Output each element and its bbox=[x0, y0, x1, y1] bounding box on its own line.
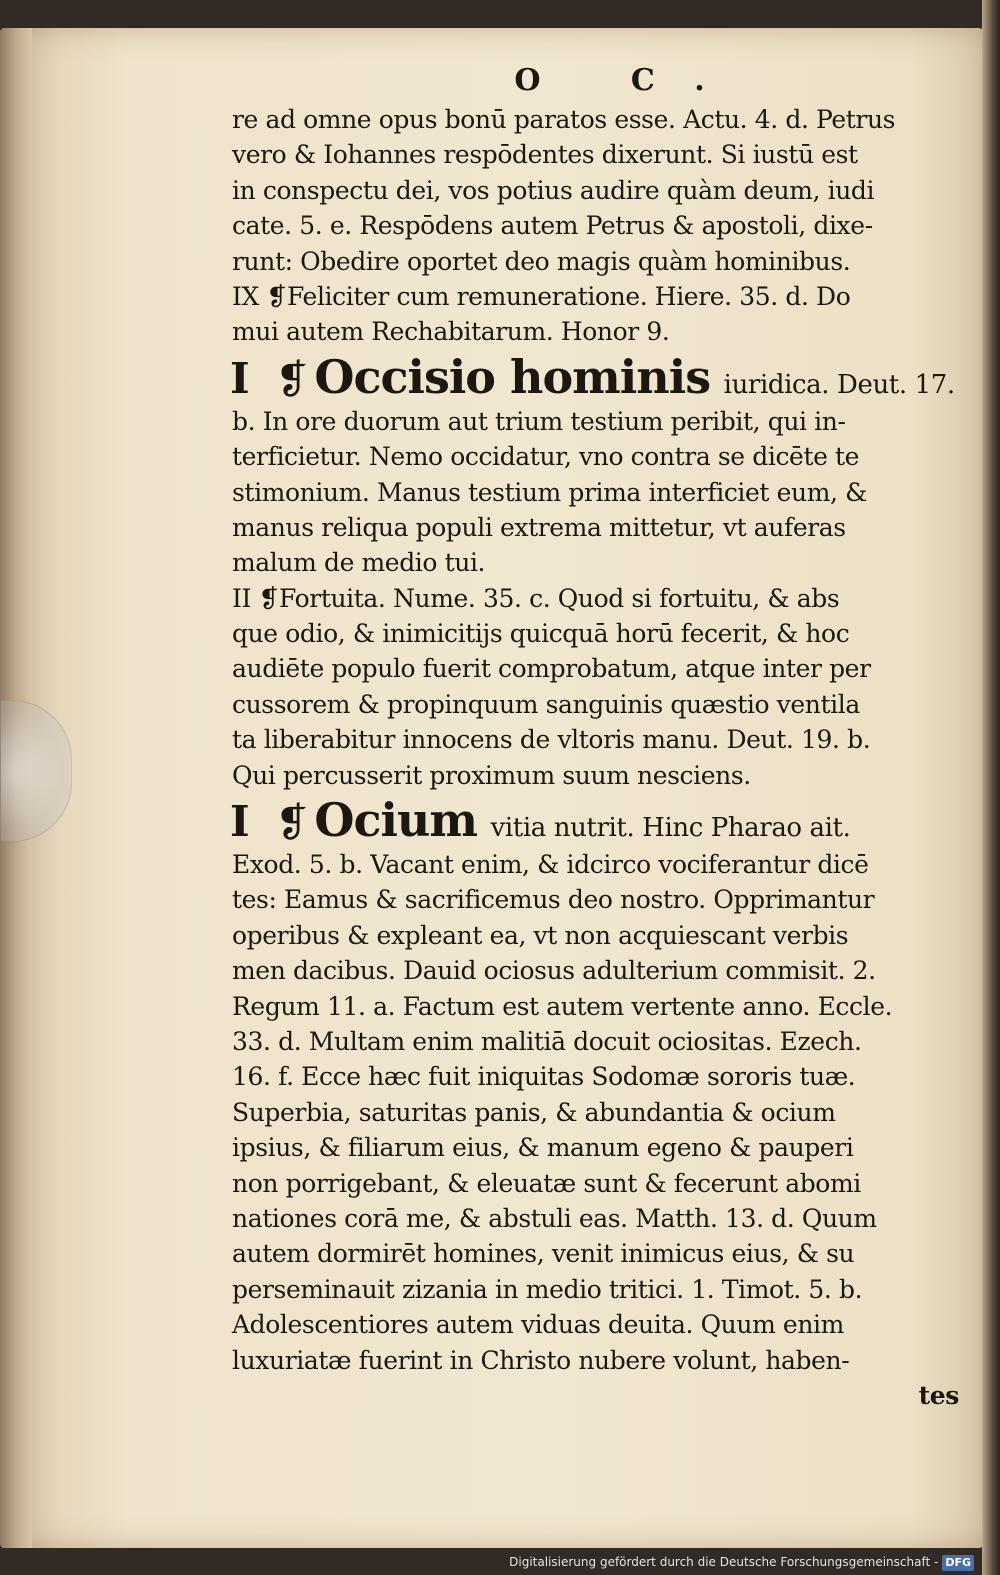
entry-number: I bbox=[230, 797, 250, 847]
text-line: ta liberabitur innocens de vltoris manu. Deut. 19. b. bbox=[232, 725, 871, 755]
entry-heading bbox=[230, 350, 967, 404]
text-line: re ad omne opus bonū paratos esse. Actu. 4. d. Petrus bbox=[232, 105, 896, 134]
text-line: non porrigebant, & eleuatæ sunt & fecerunt abomi bbox=[232, 1168, 861, 1198]
text-line: luxuriatæ fuerint in Christo nubere volunt, haben- bbox=[232, 1345, 850, 1375]
text-line: tes: Eamus & sacrificemus deo nostro. Opprimantur bbox=[232, 885, 875, 915]
text-line: manus reliqua populi extrema mittetur, vt auferas bbox=[232, 512, 846, 542]
entry-text: iuridica. Deut. 17. bbox=[723, 369, 955, 400]
text-line: vero & Iohannes respōdentes dixerunt. Si iustū est bbox=[232, 140, 858, 170]
text-line: Adolescentiores autem viduas deuita. Quum enim bbox=[232, 1310, 844, 1340]
digitization-credit bbox=[509, 1551, 974, 1573]
text-line: que odio, & inimicitijs quicquā horū fecerit, & hoc bbox=[232, 619, 850, 649]
text-line: cate. 5. e. Respōdens autem Petrus & apostoli, dixe- bbox=[232, 211, 873, 241]
text-line: cussorem & propinquum sanguinis quæstio ventila bbox=[232, 689, 860, 719]
text-line: malum de medio tui. bbox=[232, 548, 486, 578]
text-line: autem dormirēt homines, venit inimicus eius, & su bbox=[232, 1239, 855, 1269]
text-line: operibus & expleant ea, vt non acquiescant verbis bbox=[232, 920, 849, 950]
text-line: Superbia, saturitas panis, & abundantia & ocium bbox=[232, 1097, 836, 1127]
text-line: Exod. 5. b. Vacant enim, & idcirco vociferantur dicē bbox=[232, 850, 869, 880]
entry-title: Ocium bbox=[314, 793, 478, 848]
text-line: IX ❡Feliciter cum remuneratione. Hiere. 35. d. Do bbox=[232, 281, 851, 311]
text-line: terficietur. Nemo occidatur, vno contra se dicēte te bbox=[232, 442, 860, 472]
text-line: stimonium. Manus testium prima interficiet eum, & bbox=[232, 477, 867, 507]
pilcrow-icon: ❡ bbox=[275, 356, 309, 403]
catchword: tes bbox=[918, 1380, 959, 1410]
text-line: Qui percusserit proximum suum nesciens. bbox=[232, 760, 751, 790]
text-line: runt: Obedire oportet deo magis quàm hominibus. bbox=[232, 246, 851, 276]
text-line: Regum 11. a. Factum est autem vertente anno. Eccle. bbox=[232, 991, 893, 1021]
text-line: b. In ore duorum aut trium testium peribit, qui in- bbox=[232, 406, 846, 436]
pilcrow-icon: ❡ bbox=[275, 800, 309, 847]
credit-text: Digitalisierung gefördert durch die Deutsche Forschungsgemeinschaft - bbox=[509, 1555, 939, 1569]
text-line: perseminauit zizania in medio tritici. 1. Timot. 5. b. bbox=[232, 1274, 863, 1304]
text-line: in conspectu dei, vos potius audire quàm deum, iudi bbox=[232, 175, 875, 205]
text-line: men dacibus. Dauid ociosus adulterium commisit. 2. bbox=[232, 956, 876, 986]
entry-number: I bbox=[230, 353, 250, 403]
dfg-logo: DFG bbox=[942, 1555, 974, 1571]
entry-heading bbox=[230, 793, 967, 847]
text-line: 16. f. Ecce hæc fuit iniquitas Sodomæ sororis tuæ. bbox=[232, 1062, 856, 1092]
text-line: ipsius, & filiarum eius, & manum egeno & pauperi bbox=[232, 1133, 854, 1163]
text-line: II ❡Fortuita. Nume. 35. c. Quod si fortuitu, & abs bbox=[232, 583, 840, 613]
text-line: mui autem Rechabitarum. Honor 9. bbox=[232, 317, 670, 347]
signature-mark: O C. bbox=[514, 63, 745, 98]
entry-text: vitia nutrit. Hinc Pharao ait. bbox=[490, 813, 851, 844]
text-line: nationes corā me, & abstuli eas. Matth. 13. d. Quum bbox=[232, 1203, 877, 1233]
page-edge bbox=[982, 0, 1000, 1575]
entry-title: Occisio hominis bbox=[314, 349, 711, 404]
text-line: audiēte populo fuerit comprobatum, atque inter per bbox=[232, 654, 871, 684]
page-text bbox=[232, 60, 967, 1413]
text-line: 33. d. Multam enim malitiā docuit ociositas. Ezech. bbox=[232, 1026, 862, 1056]
